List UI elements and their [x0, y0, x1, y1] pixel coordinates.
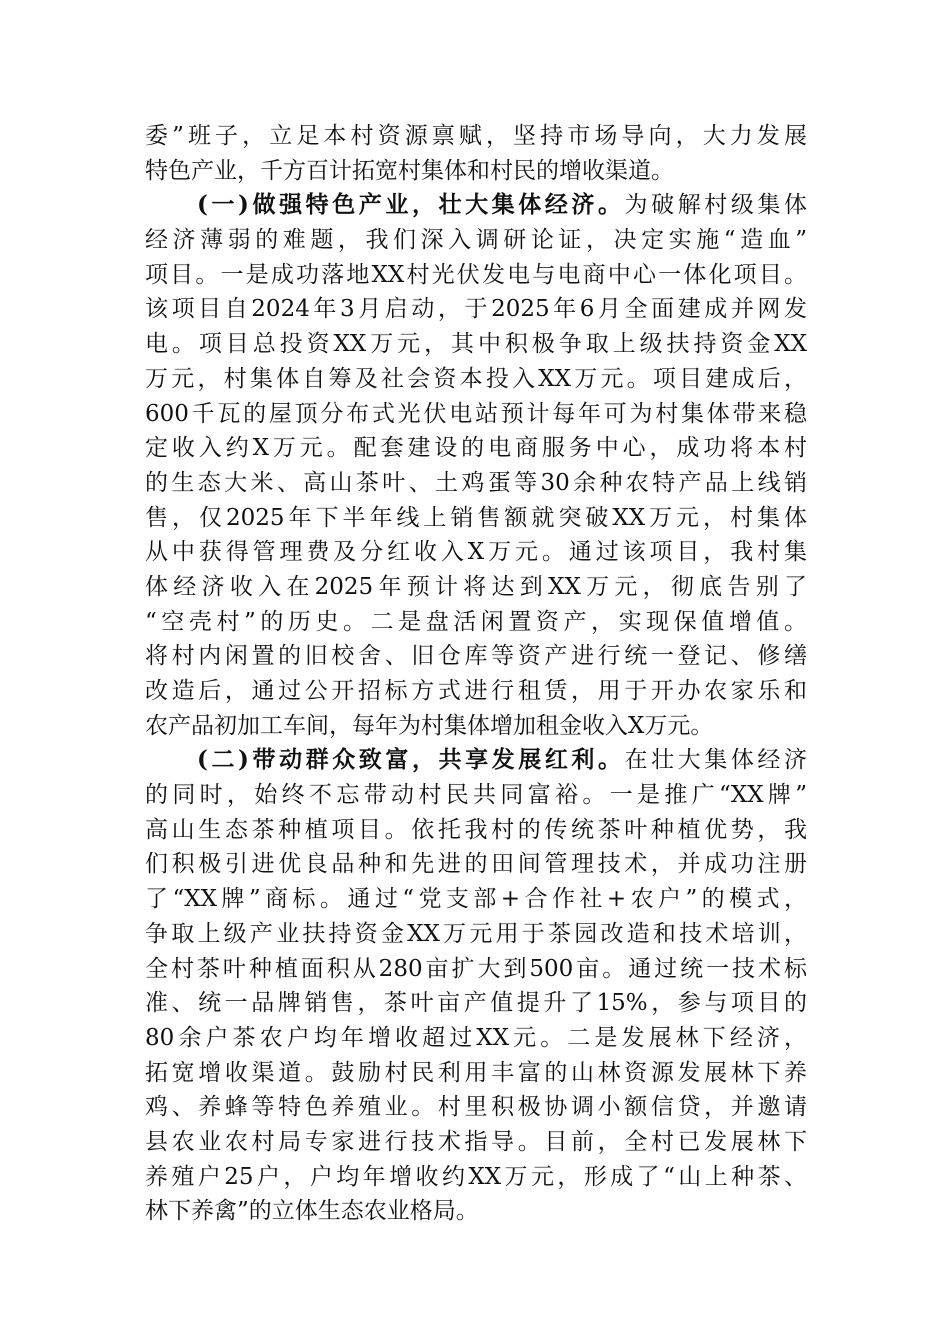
line-text: 的生态大米、高山茶叶、土鸡蛋等30余种农特产品上线销: [145, 469, 807, 496]
text-line: [145, 362, 807, 397]
line-text: 改造后，通过公开招标方式进行租赁，用于开办农家乐和: [145, 678, 807, 704]
text-line: [145, 1160, 807, 1195]
text-line: [145, 327, 807, 362]
line-text: 的同时，始终不忘带动村民共同富裕。一是推广“XX牌”: [145, 782, 807, 809]
text-line: [145, 813, 807, 848]
section-heading: (二)带动群众致富，共享发展红利。: [197, 746, 625, 774]
text-line: [145, 1021, 807, 1056]
text-line: [145, 535, 807, 570]
text-line: [145, 986, 807, 1021]
text-line: [145, 605, 807, 640]
line-text: 准、统一品牌销售，茶叶亩产值提升了15%，参与项目的: [145, 990, 807, 1017]
line-text: 该项目自2024年3月启动，于2025年6月全面建成并网发: [145, 296, 807, 323]
line-text: 了“XX牌”商标。通过“党支部+合作社+农户”的模式，: [145, 886, 807, 913]
text-line: [145, 709, 807, 744]
line-text: “空壳村”的历史。二是盘活闲置资产，实现保值增值。: [145, 608, 807, 635]
line-text: 600千瓦的屋顶分布式光伏电站预计每年可为村集体带来稳: [145, 400, 807, 427]
line-text: 将村内闲置的旧校舍、旧仓库等资产进行统一登记、修缮: [145, 643, 807, 670]
line-text: 鸡、养蜂等特色养殖业。村里积极协调小额信贷，并邀请: [145, 1094, 807, 1121]
line-text: 80余户茶农户均年增收超过XX元。二是发展林下经济，: [145, 1024, 807, 1051]
line-text: 体经济收入在2025年预计将达到XX万元，彻底告别了: [145, 573, 807, 600]
text-line: [145, 639, 807, 674]
text-line: [145, 154, 807, 189]
line-text: 委”班子，立足本村资源禀赋，坚持市场导向，大力发展: [145, 123, 807, 149]
text-line: [145, 1125, 807, 1160]
line-text: 售，仅2025年下半年线上销售额就突破XX万元，村集体: [145, 504, 807, 531]
text-line: [145, 258, 807, 293]
text-line: [145, 917, 807, 952]
text-line: [145, 431, 807, 466]
line-text: 特色产业，千方百计拓宽村集体和村民的增收渠道。: [145, 157, 674, 184]
document-page: [145, 119, 807, 1229]
text-line: [145, 292, 807, 327]
line-text: 定收入约X万元。配套建设的电商服务中心，成功将本村: [145, 435, 807, 462]
line-text: 全村茶叶种植面积从280亩扩大到500亩。通过统一技术标: [145, 955, 807, 982]
line-text: 农产品初加工车间，每年为村集体增加租金收入X万元。: [145, 712, 714, 739]
line-text: 项目。一是成功落地XX村光伏发电与电商中心一体化项目。: [145, 261, 807, 288]
text-line: [145, 1194, 807, 1229]
text-line: [145, 501, 807, 536]
line-text: 为破解村级集体: [624, 192, 807, 219]
line-text: 从中获得管理费及分红收入X万元。通过该项目，我村集: [145, 539, 807, 566]
text-line: [145, 674, 807, 709]
line-text: 县农业农村局专家进行技术指导。目前，全村已发展林下: [145, 1128, 807, 1155]
section-heading: (一)做强特色产业，壮大集体经济。: [197, 191, 625, 219]
text-line: [145, 570, 807, 605]
text-line: [145, 847, 807, 882]
text-line: [145, 466, 807, 501]
line-text: 高山生态茶种植项目。依托我村的传统茶叶种植优势，我: [145, 816, 807, 843]
text-line: [145, 1090, 807, 1125]
text-line: [145, 1056, 807, 1091]
text-line: [145, 778, 807, 813]
line-text: 万元，村集体自筹及社会资本投入XX万元。项目建成后，: [145, 365, 807, 392]
text-line: [145, 397, 807, 432]
line-text: 拓宽增收渠道。鼓励村民利用丰富的山林资源发展林下养: [145, 1059, 807, 1086]
text-line: [145, 743, 807, 778]
line-text: 经济薄弱的难题，我们深入调研论证，决定实施“造血”: [145, 227, 807, 254]
text-line: [145, 188, 807, 223]
text-line: [145, 952, 807, 987]
text-line: [145, 882, 807, 917]
line-text: 养殖户25户，户均年增收约XX万元，形成了“山上种茶、: [145, 1163, 807, 1190]
line-text: 争取上级产业扶持资金XX万元用于茶园改造和技术培训，: [145, 920, 807, 947]
text-line: [145, 119, 807, 154]
text-line: [145, 223, 807, 258]
line-text: 林下养禽”的立体生态农业格局。: [145, 1198, 479, 1225]
line-text: 电。项目总投资XX万元，其中积极争取上级扶持资金XX: [145, 331, 807, 358]
line-text: 们积极引进优良品种和先进的田间管理技术，并成功注册: [145, 851, 807, 878]
line-text: 在壮大集体经济: [624, 747, 807, 774]
